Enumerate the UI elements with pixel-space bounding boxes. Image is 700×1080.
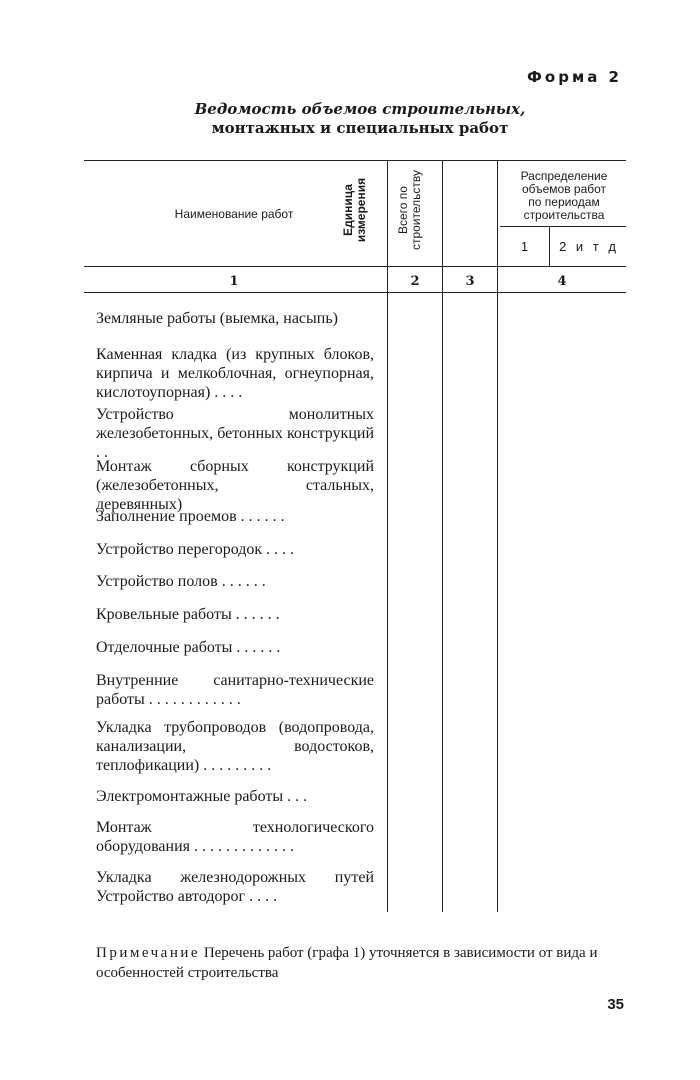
table-row: Устройство полов . . . . . .	[96, 573, 266, 590]
table-row: Монтаж технологического оборудования . . . . . . . . . . . . .	[96, 819, 374, 855]
table-row: Устройство монолитных железобетонных, бетонных конструкций . .	[96, 406, 374, 461]
column-divider-1	[387, 160, 388, 912]
header-distribution-line-3: по периодам	[528, 195, 600, 209]
table-row: Каменная кладка (из крупных блоков, кирпича и мелкоблочная, огнеупорная, кислотоупорная) . . . .	[96, 346, 374, 401]
table-row: Кровельные работы . . . . . .	[96, 606, 280, 623]
header-total	[397, 150, 423, 270]
table-row: Заполнение проемов . . . . . .	[96, 508, 285, 525]
header-distribution-line-2: объемов работ	[521, 182, 607, 196]
table-row: Монтаж сборных конструкций (железобетонных, стальных, деревянных)	[96, 458, 374, 513]
document-title	[140, 100, 580, 138]
table-row: Отделочные работы . . . . . .	[96, 639, 281, 656]
footnote	[96, 943, 626, 983]
header-period-2: 2 и т д	[559, 239, 619, 254]
table-row: Укладка трубопроводов (водопровода, канализации, водостоков, теплофикации) . . . . . . . . .	[96, 719, 374, 774]
period-subheader-rule	[500, 226, 626, 227]
table-row: Устройство перегородок . . . .	[96, 541, 295, 558]
table-row: Земляные работы (выемка, насыпь)	[96, 310, 338, 327]
column-divider-3	[497, 160, 498, 912]
footnote-label: Примечание	[96, 945, 201, 961]
title-line-2: монтажных и специальных работ	[211, 119, 509, 137]
table-row: Внутренние санитарно-технические работы . . . . . . . . . . . .	[96, 672, 374, 708]
column-divider-2	[442, 160, 443, 912]
header-unit-line-2: измерения	[354, 177, 368, 243]
header-work-name: Наименование работ	[174, 207, 294, 221]
table-row: Укладка железнодорожных путей Устройство автодорог . . . .	[96, 869, 374, 905]
column-number-3: 3	[465, 274, 475, 289]
column-number-1: 1	[229, 274, 239, 289]
table-row: Электромонтажные работы . . .	[96, 788, 308, 805]
header-distribution-line-4: строительства	[523, 208, 605, 222]
footnote-text: Перечень работ (графа 1) уточняется в зависимости от вида и особенностей строительства	[96, 945, 598, 981]
column-number-2: 2	[410, 274, 420, 289]
header-unit	[342, 150, 368, 270]
header-period-1: 1	[520, 239, 529, 254]
header-total-line-2: строительству	[409, 169, 423, 251]
header-distribution	[502, 170, 626, 222]
column-number-4: 4	[557, 274, 567, 289]
form-label: Форма 2	[527, 68, 622, 86]
header-unit-line-1: Единица	[341, 184, 355, 236]
period-divider	[549, 226, 550, 266]
header-distribution-line-1: Распределение	[520, 169, 608, 183]
column-numbers-rule	[84, 292, 626, 293]
title-line-1: Ведомость объемов строительных,	[194, 100, 526, 118]
page-number: 35	[607, 996, 624, 1013]
header-total-line-1: Всего по	[396, 186, 410, 234]
